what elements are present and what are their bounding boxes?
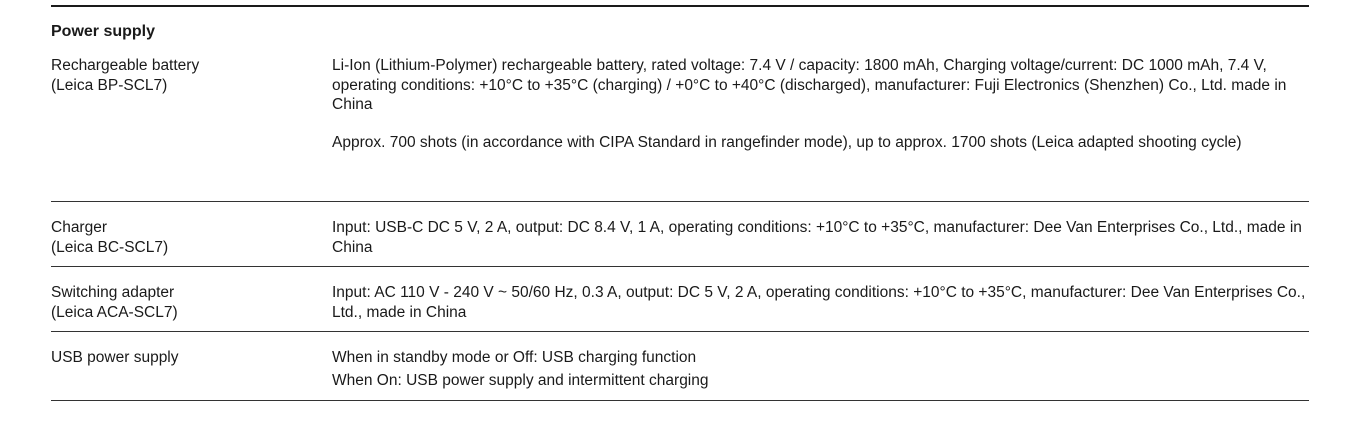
spec-value — [332, 267, 1309, 331]
spec-value-paragraph: Li-Ion (Lithium-Polymer) rechargeable battery, rated voltage: 7.4 V / capacity: 1800 mAh, Charging voltage/current: DC 1000 mAh, 7.4 V, operating conditions: +10°C to +35°C (charging) / +0°C to +40°C (discharged), manufacturer: Fuji Electronics (Shenzhen) Co., Ltd. made in China — [332, 57, 1287, 113]
spec-label-line: Charger — [51, 219, 107, 236]
spec-label — [51, 56, 332, 201]
spec-value — [332, 202, 1309, 266]
spec-label — [51, 202, 332, 266]
spec-row-adapter — [51, 267, 1309, 332]
spec-value-line: When in standby mode or Off: USB charging function — [332, 349, 697, 366]
spec-row-battery — [51, 48, 1309, 202]
spec-label-line: Switching adapter — [51, 284, 175, 301]
spec-label-model: (Leica ACA-SCL7) — [51, 303, 178, 321]
spec-label-model: (Leica BP-SCL7) — [51, 76, 168, 94]
spec-value — [332, 56, 1309, 201]
spec-table — [51, 5, 1309, 401]
spec-label-line: Rechargeable battery — [51, 57, 200, 74]
spec-value — [332, 332, 1309, 400]
spec-value-paragraph: Approx. 700 shots (in accordance with CIPA Standard in rangefinder mode), up to approx. 1700 shots (Leica adapted shooting cycle) — [332, 133, 1242, 151]
spec-value-paragraph: Input: USB-C DC 5 V, 2 A, output: DC 8.4 V, 1 A, operating conditions: +10°C to +35°C, manufacturer: Dee Van Enterprises Co., Ltd., made in China — [332, 219, 1302, 256]
spec-value-paragraph: Input: AC 110 V - 240 V ~ 50/60 Hz, 0.3 A, output: DC 5 V, 2 A, operating conditions: +10°C to +35°C, manufacturer: Dee Van Enterprises Co., Ltd., made in China — [332, 284, 1306, 321]
spec-label — [51, 267, 332, 331]
spec-row-usb — [51, 332, 1309, 401]
spec-label-line: USB power supply — [51, 349, 179, 366]
spec-value-line: When On: USB power supply and intermittent charging — [332, 371, 709, 389]
spec-label — [51, 332, 332, 400]
section-title: Power supply — [51, 23, 156, 40]
spec-row-charger — [51, 202, 1309, 267]
spec-label-model: (Leica BC-SCL7) — [51, 238, 169, 256]
